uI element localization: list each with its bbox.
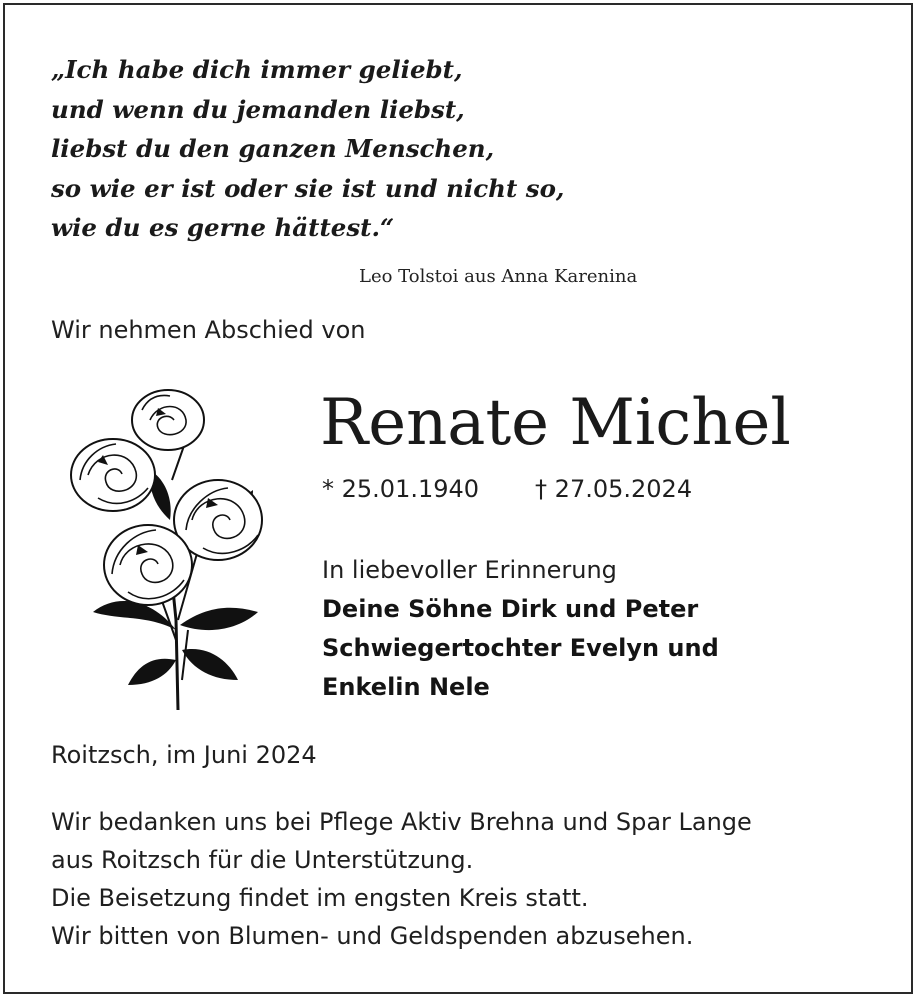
place-and-date: Roitzsch, im Juni 2024 [51, 741, 317, 769]
deceased-name: Renate Michel [320, 386, 791, 460]
note-line: aus Roitzsch für die Unterstützung. [51, 846, 474, 874]
epigraph-quote [51, 50, 564, 248]
quote-source: Leo Tolstoi aus Anna Karenina [359, 266, 638, 287]
mourner-line: Deine Söhne Dirk und Peter [322, 595, 699, 623]
note-line: Die Beisetzung findet im engsten Kreis statt. [51, 884, 589, 912]
life-dates [322, 475, 692, 503]
death-date: † 27.05.2024 [535, 475, 693, 503]
closing-notes [51, 803, 752, 955]
note-line: Wir bitten von Blumen- und Geldspenden abzusehen. [51, 922, 694, 950]
mourners-block [322, 551, 719, 707]
quote-line: so wie er ist oder sie ist und nicht so, [51, 173, 565, 203]
quote-line: wie du es gerne hättest.“ [51, 213, 395, 242]
note-line: Wir bedanken uns bei Pflege Aktiv Brehna und Spar Lange [51, 808, 752, 836]
mourner-line: Enkelin Nele [322, 673, 490, 701]
quote-line: liebst du den ganzen Menschen, [51, 134, 495, 163]
mourners-intro: In liebevoller Erinnerung [322, 556, 617, 584]
quote-line: „Ich habe dich immer geliebt, [51, 55, 463, 84]
birth-date: * 25.01.1940 [322, 475, 480, 503]
farewell-intro: Wir nehmen Abschied von [51, 316, 366, 344]
quote-line: und wenn du jemanden liebst, [51, 94, 465, 124]
mourner-line: Schwiegertochter Evelyn und [322, 634, 719, 662]
roses-illustration [58, 380, 278, 710]
